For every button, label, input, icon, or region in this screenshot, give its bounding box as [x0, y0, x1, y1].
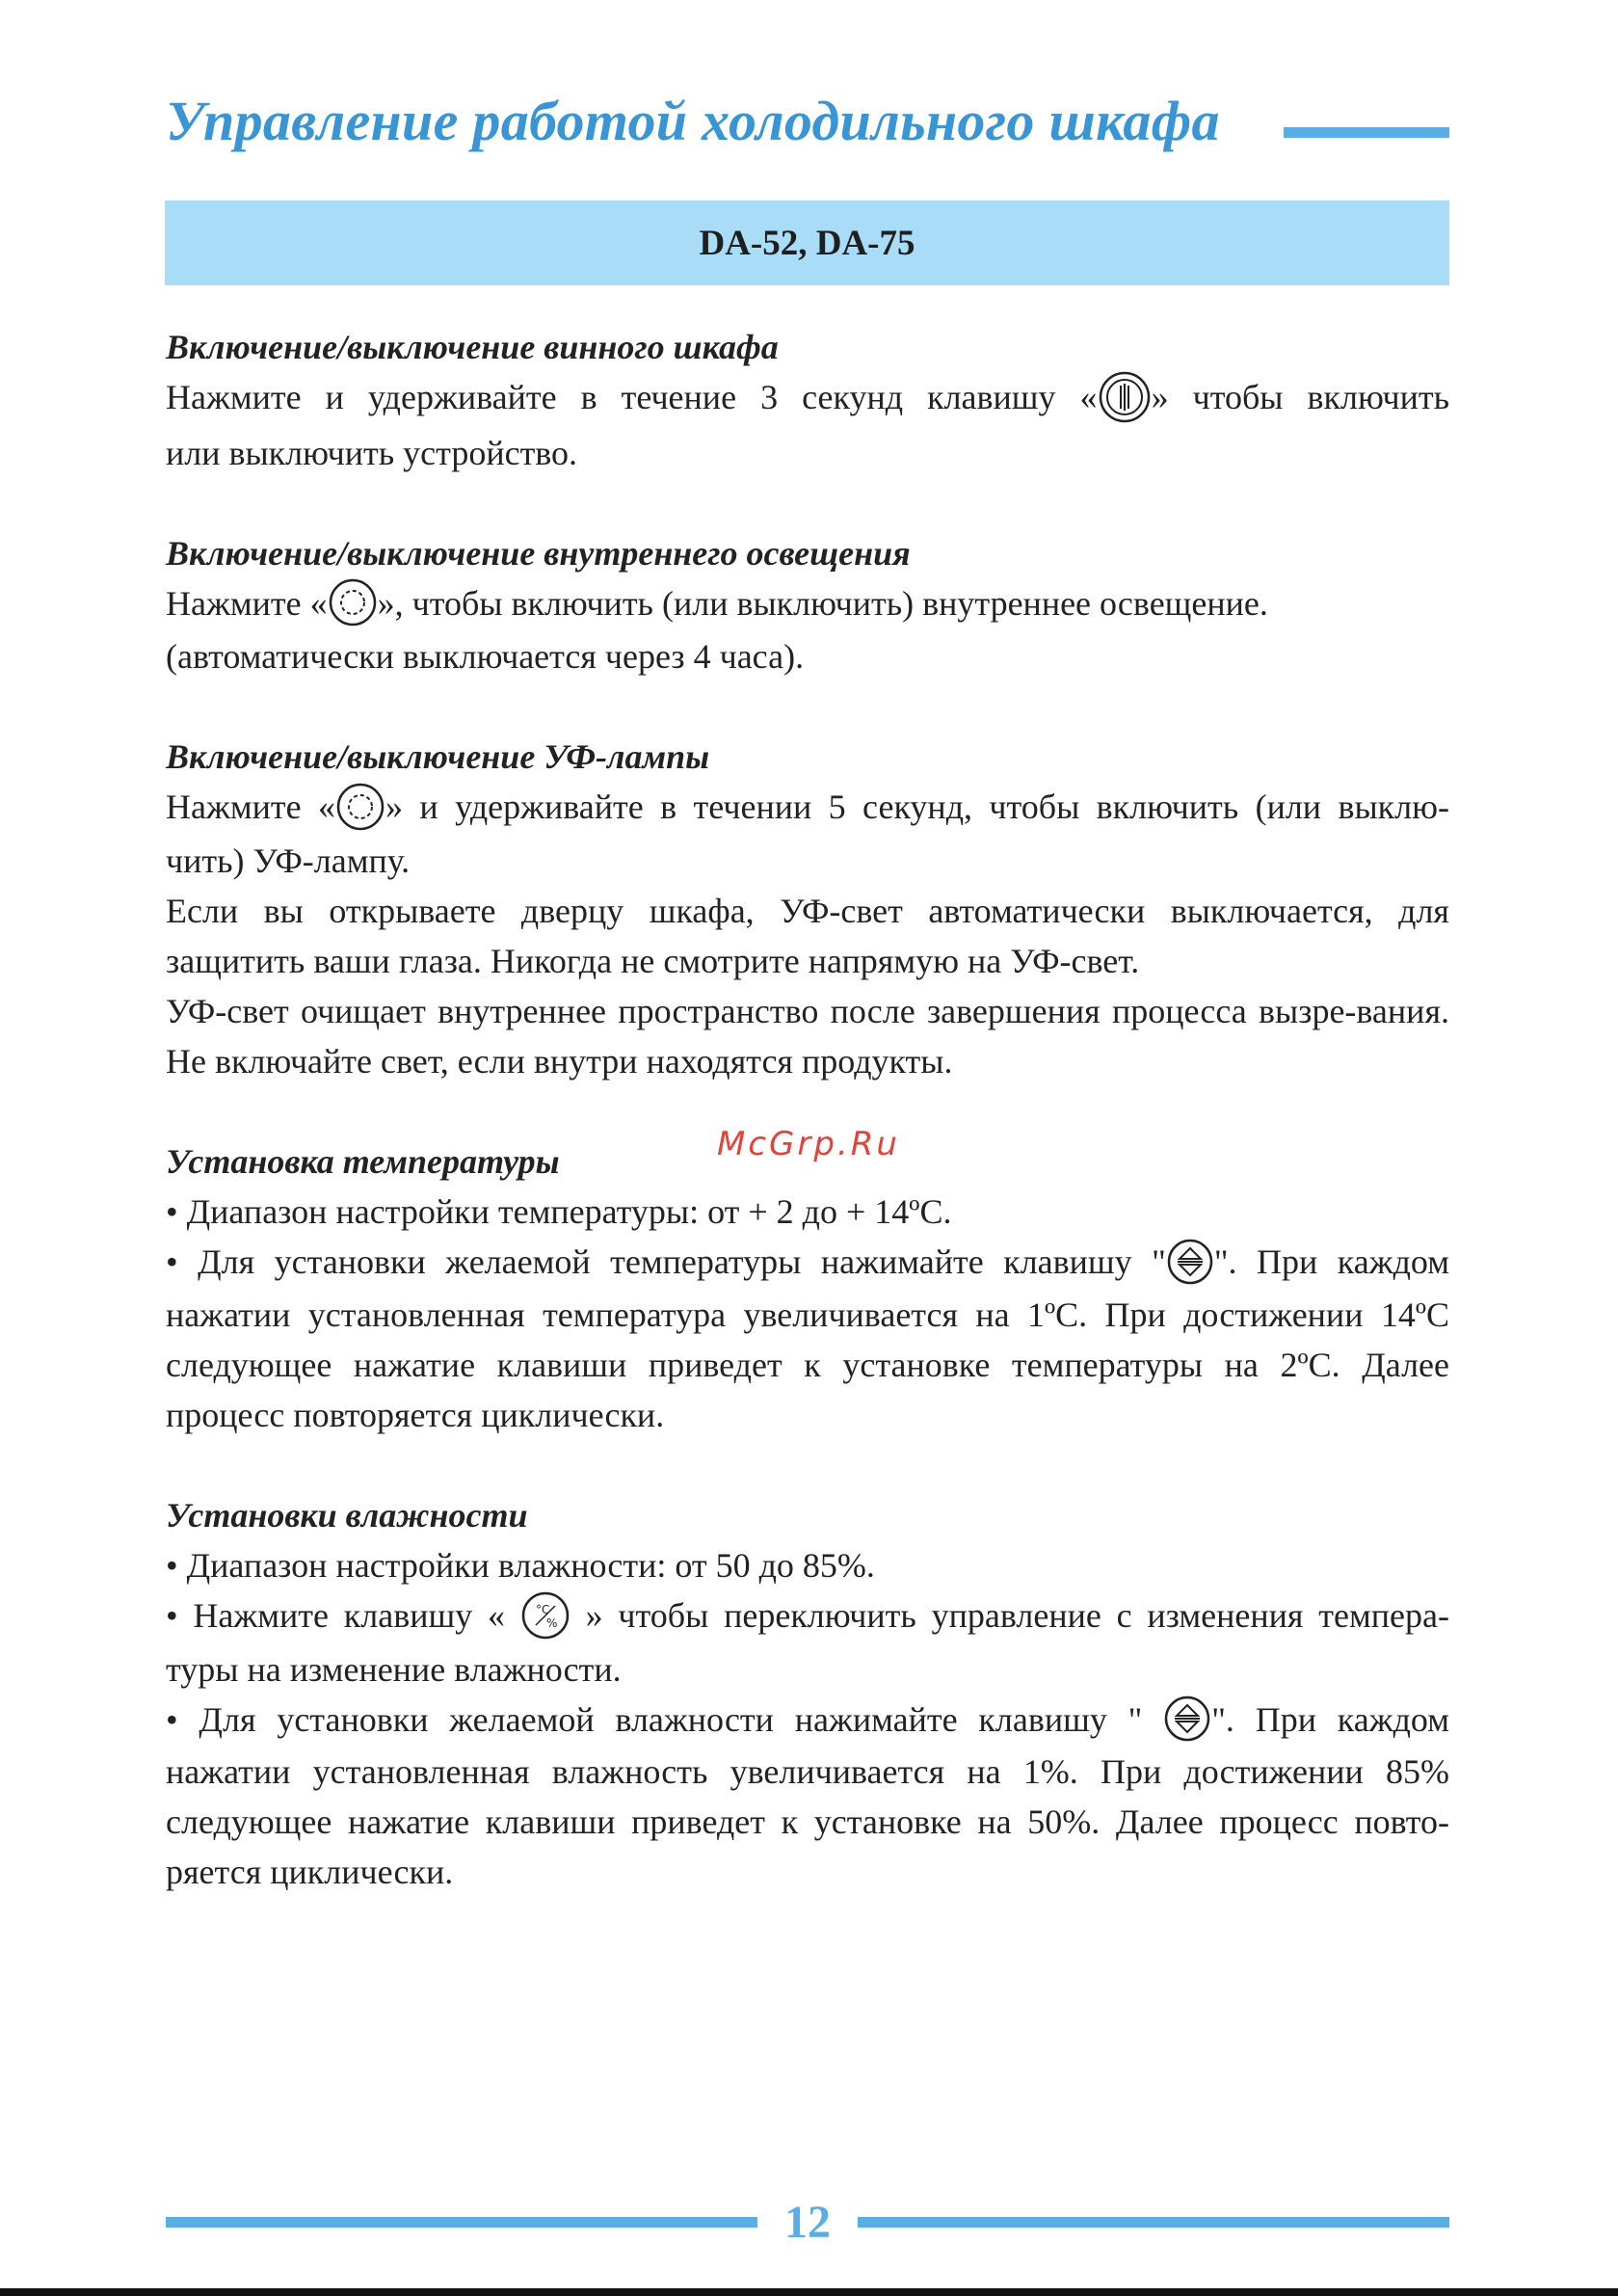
text-span: » чтобы включить	[1151, 378, 1449, 416]
light-button-icon	[328, 577, 378, 627]
text-span: ". При каждом	[1213, 1242, 1449, 1282]
bullet-continuation: нажатии установленная температура увеличивается на 1ºC. При достижении 14ºC следующее нажатие клавиши приведет к установке температуры на 2ºC. Далее процесс повторяется циклически.	[166, 1295, 1449, 1434]
title-row	[166, 89, 1449, 175]
section-humidity	[166, 1490, 1449, 1897]
text-span: » и удерживайте в течении 5 секунд, чтобы включить (или выклю-	[385, 788, 1449, 827]
watermark: McGrp.Ru	[717, 1125, 900, 1163]
section-text-line	[166, 782, 1449, 836]
text-span: • Для установки желаемой температуры нажимайте клавишу "	[166, 1242, 1166, 1282]
bullet-item	[166, 1695, 1449, 1748]
power-button-icon	[1098, 370, 1152, 424]
page-title: Управление работой холодильного шкафа	[166, 90, 1220, 152]
section-power	[166, 322, 1449, 478]
adjust-button-icon	[1166, 1238, 1214, 1286]
bullet-item	[166, 1590, 1449, 1644]
model-band	[165, 200, 1449, 285]
text-span: Нажмите и удерживайте в течение 3 секунд клавишу «	[166, 378, 1098, 416]
section-temperature	[166, 1136, 1449, 1440]
section-text-line: или выключить устройство.	[166, 433, 578, 472]
text-span: • Для установки желаемой влажности нажимайте клавишу "	[166, 1699, 1164, 1739]
svg-text:%: %	[545, 1615, 558, 1630]
section-heading: Установка температуры	[166, 1142, 560, 1182]
temp-humidity-toggle-icon	[520, 1590, 570, 1641]
text-span: • Нажмите клавишу «	[166, 1595, 520, 1635]
text-span: ". При каждом	[1211, 1699, 1449, 1739]
svg-text:°C: °C	[535, 1602, 550, 1616]
section-text-line	[166, 578, 1449, 632]
text-span: Нажмите «	[166, 788, 336, 827]
uv-light-button-icon	[335, 782, 385, 832]
bullet-item	[166, 1237, 1449, 1290]
section-text-line: (автоматически выключается через 4 часа).	[166, 637, 805, 677]
bullet-continuation: туры на изменение влажности.	[166, 1649, 622, 1689]
footer-rule-right	[858, 2217, 1449, 2228]
section-heading: Включение/выключение УФ-лампы	[166, 737, 710, 777]
adjust-button-icon	[1163, 1695, 1211, 1743]
section-heading: Установки влажности	[166, 1495, 528, 1535]
page-number: 12	[784, 2197, 831, 2248]
text-span: », чтобы включить (или выключить) внутреннее освещение.	[377, 583, 1268, 623]
title-accent-rule	[1284, 127, 1449, 138]
section-lighting	[166, 528, 1449, 682]
model-label: DA-52, DA-75	[699, 223, 915, 263]
page-footer	[166, 2194, 1449, 2252]
section-text-line: чить) УФ-лампу.	[166, 841, 411, 881]
bottom-edge-rule	[0, 2288, 1618, 2296]
section-text-line	[166, 372, 1449, 428]
section-uv-lamp	[166, 732, 1449, 1086]
section-heading: Включение/выключение внутреннего освещения	[166, 533, 911, 573]
section-heading: Включение/выключение винного шкафа	[166, 328, 779, 366]
section-paragraph: Если вы открываете дверцу шкафа, УФ-свет автоматически выключается, для защитить ваши глаза. Никогда не смотрите напрямую на УФ-свет.	[166, 892, 1449, 981]
section-paragraph: УФ-свет очищает внутреннее пространство после завершения процесса вызре-вания. Не включайте свет, если внутри находятся продукты.	[166, 992, 1449, 1081]
bullet-continuation: нажатии установленная влажность увеличивается на 1%. При достижении 85% следующее нажатие клавиши приведет к установке на 50%. Далее процесс повто-ряется циклически.	[166, 1752, 1449, 1892]
footer-rule-left	[166, 2217, 757, 2228]
text-span: Нажмите «	[166, 583, 328, 623]
bullet-item: • Диапазон настройки температуры: от + 2 до + 14ºC.	[166, 1192, 952, 1232]
bullet-item: • Диапазон настройки влажности: от 50 до 85%.	[166, 1545, 875, 1585]
text-span: » чтобы переключить управление с изменения темпера-	[570, 1595, 1449, 1635]
